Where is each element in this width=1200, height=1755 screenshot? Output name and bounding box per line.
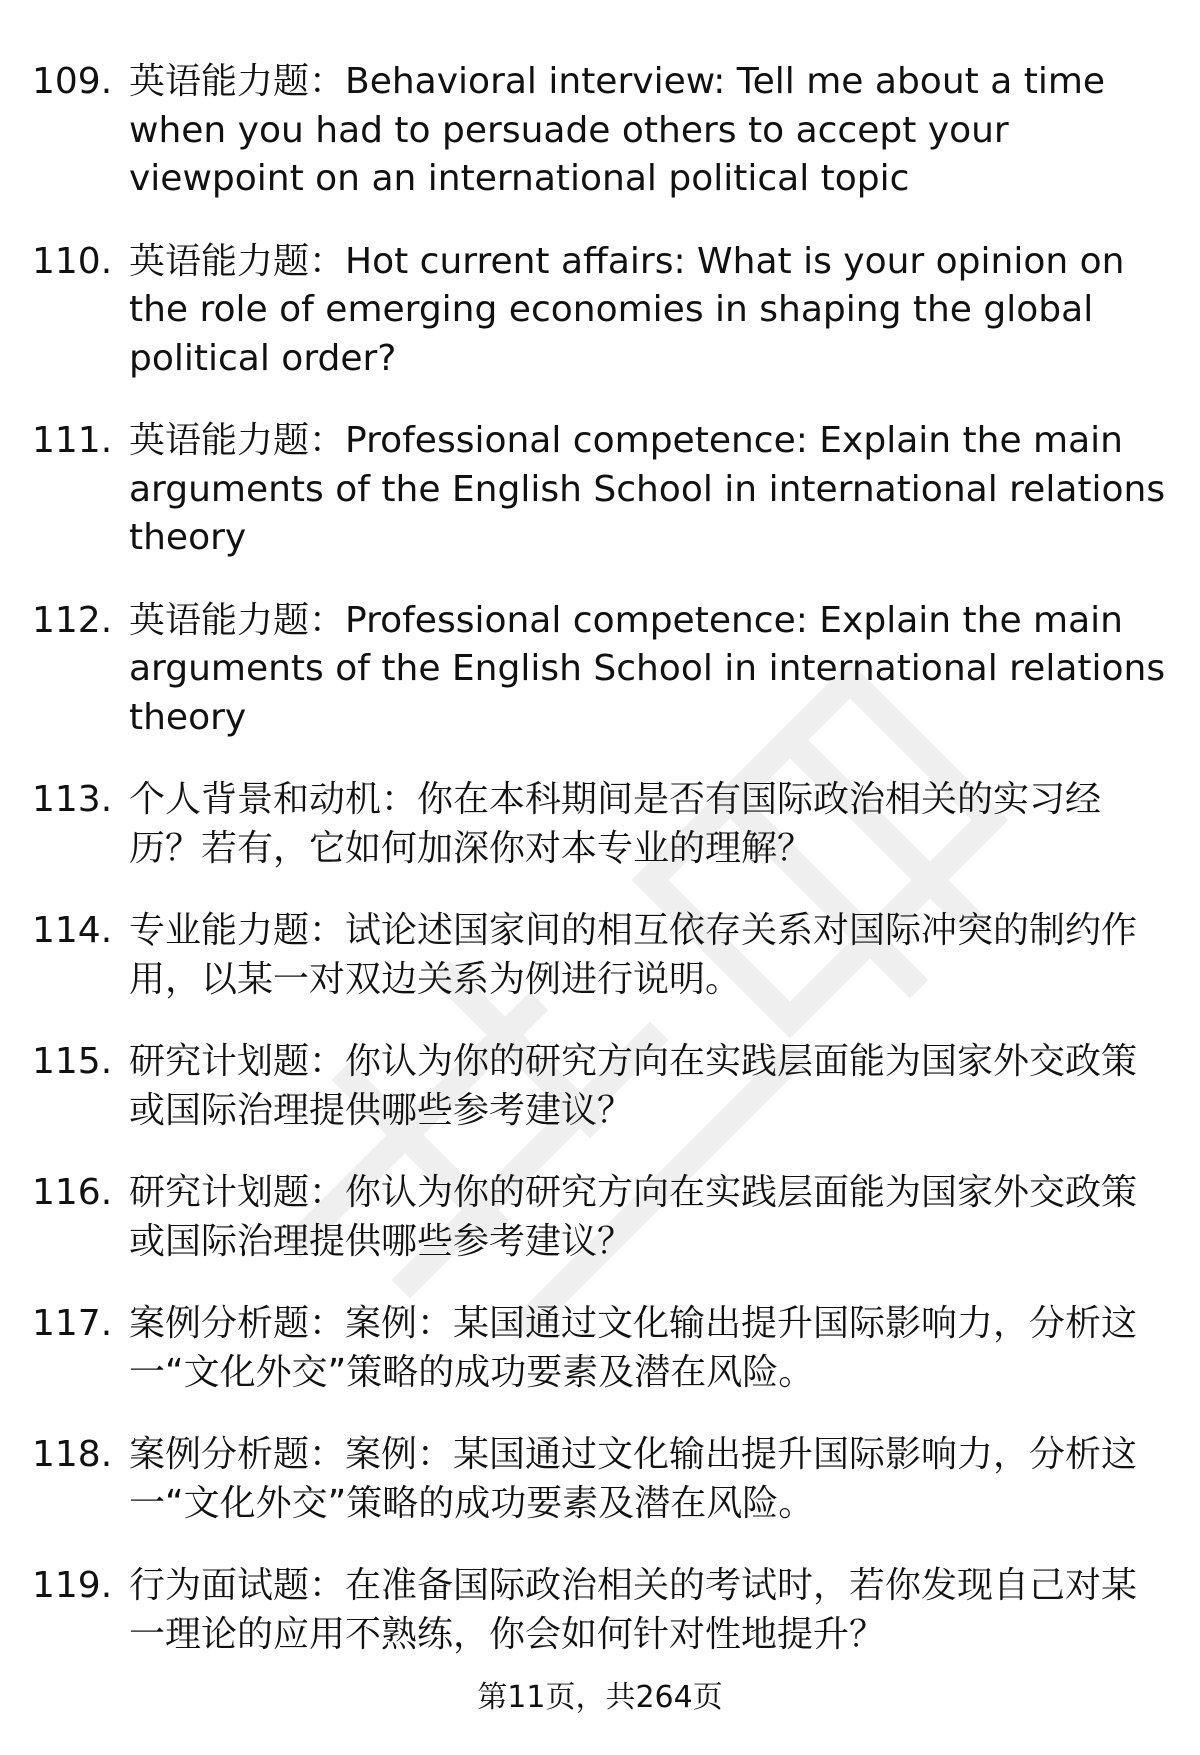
question-text: 你认为你的研究方向在实践层面能为国家外交政策或国际治理提供哪些参考建议？ [129,1041,1138,1131]
question-number: 113. [32,779,113,820]
question-text: Professional competence: Explain the main arguments of the English School in international relations theory [129,420,1166,558]
question-text: 在准备国际政治相关的考试时，若你发现自己对某一理论的应用不熟练，你会如何针对性地提升？ [129,1565,1138,1655]
question-body [129,58,1172,204]
question-number: 115. [32,1041,113,1082]
question-number: 116. [32,1172,113,1213]
question-item [32,1300,1172,1397]
question-number: 111. [32,420,113,461]
question-text: 你在本科期间是否有国际政治相关的实习经历？若有，它如何加深你对本专业的理解？ [129,779,1102,869]
question-number: 109. [32,61,113,102]
question-number: 114. [32,910,113,951]
question-category: 案例分析题： [129,1303,346,1344]
page-footer: 第11页，共264页 [477,1680,723,1715]
question-body [129,1431,1172,1528]
question-body [129,417,1172,563]
question-body [129,238,1172,384]
question-body [129,1300,1172,1397]
question-item [32,58,1172,204]
question-text: Professional competence: Explain the main arguments of the English School in international relations theory [129,599,1166,738]
question-category: 英语能力题： [129,240,346,282]
question-category: 专业能力题： [129,910,346,951]
question-text: Hot current affairs: What is your opinion on the role of emerging economies in shaping the global political order? [129,240,1125,379]
question-category: 英语能力题： [129,61,346,102]
question-item [32,907,1172,1004]
question-list [32,58,1172,1693]
question-item [32,597,1172,743]
question-category: 案例分析题： [129,1434,346,1475]
question-category: 英语能力题： [129,599,346,641]
question-item [32,776,1172,873]
question-category: 个人背景和动机： [129,779,418,820]
question-number: 117. [32,1303,113,1344]
question-item [32,1431,1172,1528]
question-text: Behavioral interview: Tell me about a time when you had to persuade others to accept your viewpoint on an international political topic [129,61,1106,199]
question-text: 案例：某国通过文化输出提升国际影响力，分析这一“文化外交”策略的成功要素及潜在风险。 [129,1303,1138,1393]
question-body [129,1038,1172,1135]
question-body [129,907,1172,1004]
question-number: 119. [32,1565,113,1606]
question-category: 英语能力题： [129,420,346,461]
question-category: 研究计划题： [129,1041,346,1082]
question-item [32,417,1172,563]
question-text: 试论述国家间的相互依存关系对国际冲突的制约作用，以某一对双边关系为例进行说明。 [129,910,1138,1000]
question-body [129,1562,1172,1659]
question-text: 你认为你的研究方向在实践层面能为国家外交政策或国际治理提供哪些参考建议？ [129,1172,1138,1262]
question-text: 案例：某国通过文化输出提升国际影响力，分析这一“文化外交”策略的成功要素及潜在风险。 [129,1434,1138,1524]
question-body [129,597,1172,743]
question-item [32,1038,1172,1135]
question-number: 118. [32,1434,113,1475]
question-body [129,1169,1172,1266]
question-number: 110. [32,240,113,282]
question-item [32,238,1172,384]
question-category: 行为面试题： [129,1565,346,1606]
question-category: 研究计划题： [129,1172,346,1213]
question-item [32,1562,1172,1659]
question-item [32,1169,1172,1266]
question-body [129,776,1172,873]
question-number: 112. [32,599,113,641]
